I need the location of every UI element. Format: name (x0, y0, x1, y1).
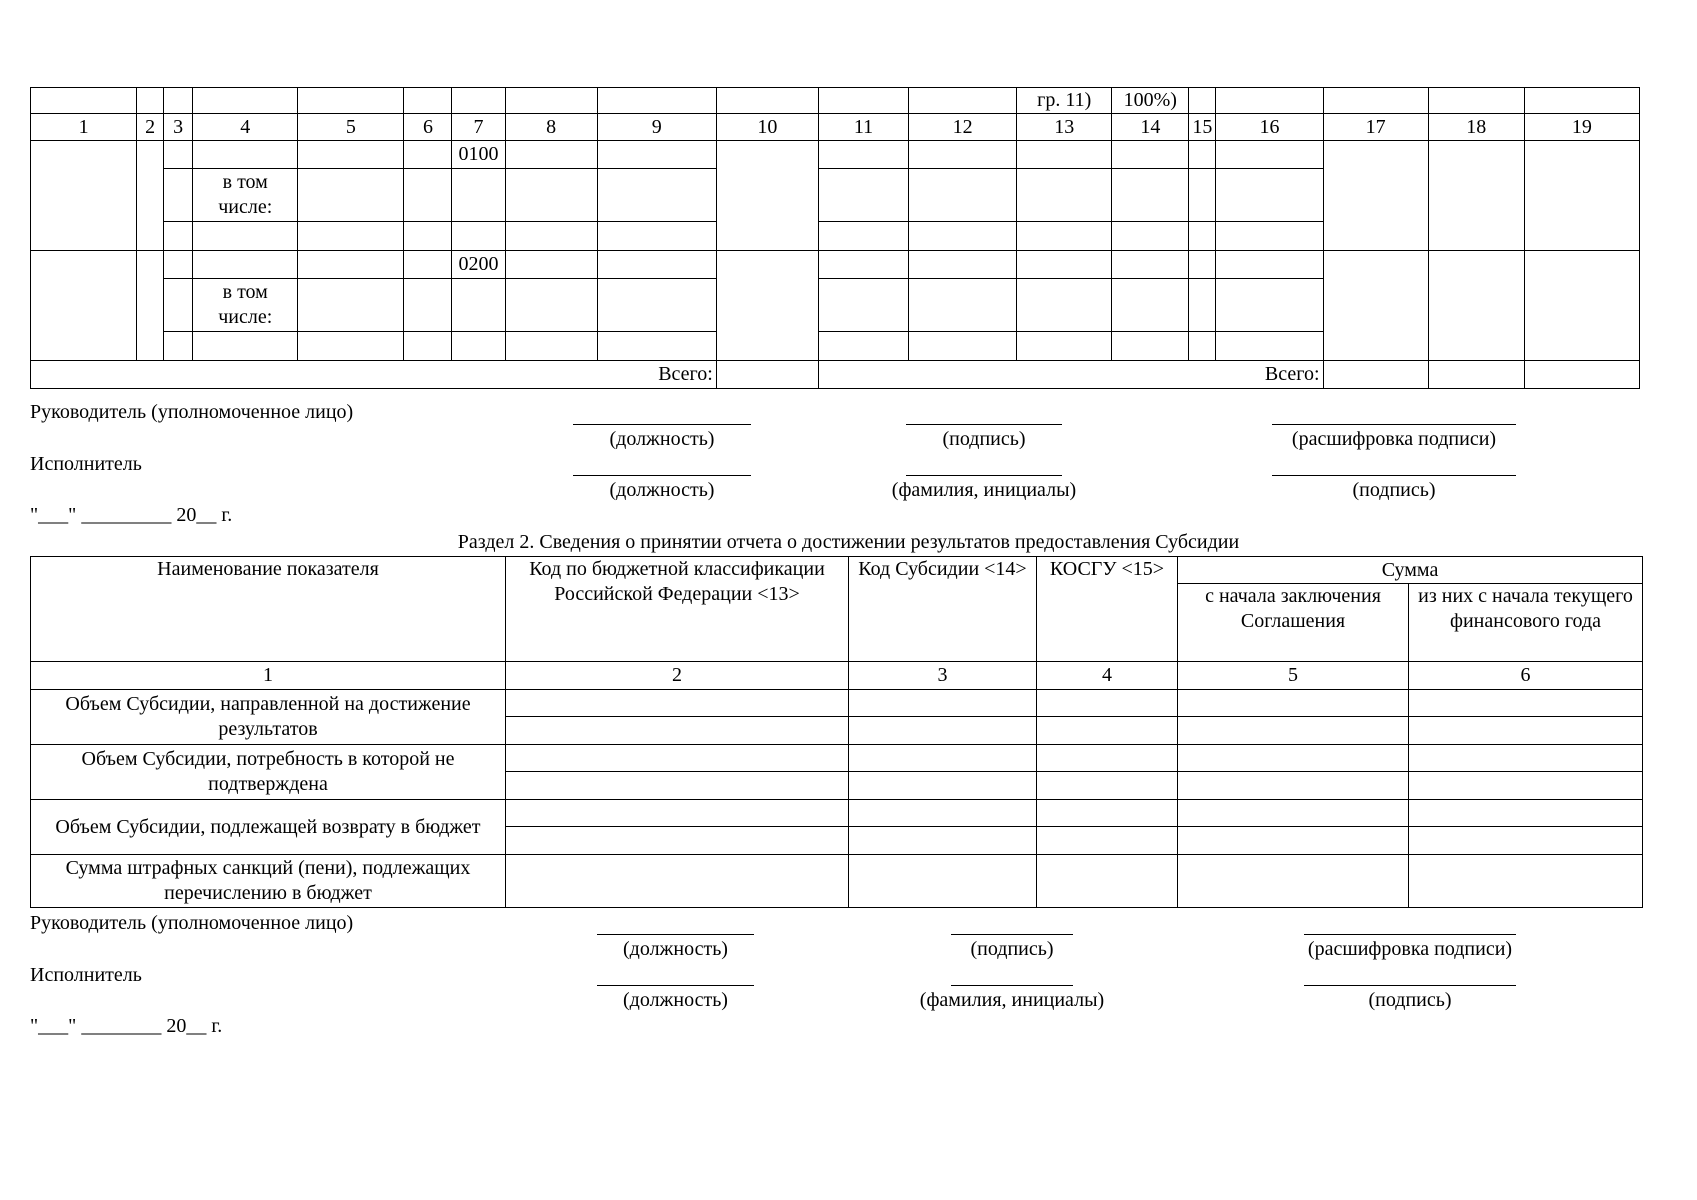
header-subsidy-code: Код Субсидии <14> (849, 557, 1037, 662)
col-number: 19 (1524, 114, 1639, 141)
table-row (31, 690, 1643, 717)
decoding-caption: (расшифровка подписи) (1307, 938, 1513, 960)
in-that-number-label: в том числе: (193, 279, 298, 332)
total-label: Всего: (31, 361, 717, 389)
name-caption: (фамилия, инициалы) (891, 479, 1077, 501)
table-row (31, 251, 1640, 279)
col-number: 17 (1323, 114, 1428, 141)
decoding-line[interactable] (1272, 424, 1516, 425)
header-kosgu: КОСГУ <15> (1037, 557, 1178, 662)
signature-line[interactable] (1304, 985, 1516, 986)
report-table-1 (30, 87, 1640, 389)
row-name: Сумма штрафных санкций (пени), подлежащих перечислению в бюджет (31, 855, 506, 908)
signature-caption: (подпись) (970, 938, 1054, 960)
name-caption: (фамилия, инициалы) (919, 989, 1105, 1011)
position-line[interactable] (597, 985, 754, 986)
table-row (31, 800, 1643, 827)
col-number: 1 (31, 662, 506, 690)
section-title: Раздел 2. Сведения о принятии отчета о достижении результатов предоставления Субсидии (457, 531, 1240, 553)
header-row (31, 557, 1643, 584)
header-fragment-row (31, 88, 1640, 114)
header-sum: Сумма (1178, 557, 1643, 584)
position-line[interactable] (573, 424, 751, 425)
col-number: 1 (31, 114, 137, 141)
date-line: "___" _________ 20__ г. (30, 504, 233, 526)
date-line: "___" ________ 20__ г. (30, 1015, 223, 1037)
col-number: 16 (1216, 114, 1323, 141)
col-number: 3 (849, 662, 1037, 690)
col-number: 5 (298, 114, 404, 141)
signature-line[interactable] (951, 934, 1073, 935)
row-name: Объем Субсидии, направленной на достижение результатов (31, 690, 506, 745)
position-caption: (должность) (623, 938, 728, 960)
col-number: 18 (1428, 114, 1524, 141)
position-caption: (должность) (609, 428, 715, 450)
header-fragment-col14: 100%) (1112, 88, 1189, 114)
col-number: 4 (193, 114, 298, 141)
column-number-row (31, 114, 1640, 141)
decoding-caption: (расшифровка подписи) (1291, 428, 1497, 450)
row-name: Объем Субсидии, подлежащей возврату в бюджет (31, 800, 506, 855)
table-row (31, 141, 1640, 169)
name-line[interactable] (951, 985, 1073, 986)
col-number: 15 (1189, 114, 1216, 141)
report-table-2 (30, 556, 1643, 908)
col-number: 7 (452, 114, 505, 141)
executor-label: Исполнитель (30, 453, 142, 475)
row-name: Объем Субсидии, потребность в которой не подтверждена (31, 745, 506, 800)
col-number: 11 (818, 114, 908, 141)
signature-caption: (подпись) (1352, 479, 1436, 501)
position-line[interactable] (597, 934, 754, 935)
head-label: Руководитель (уполномоченное лицо) (30, 912, 354, 934)
header-bk-code: Код по бюджетной классификации Российской Федерации <13> (506, 557, 849, 662)
head-label: Руководитель (уполномоченное лицо) (30, 401, 354, 423)
total-row (31, 361, 1640, 389)
column-number-row (31, 662, 1643, 690)
col-number: 2 (137, 114, 164, 141)
position-caption: (должность) (609, 479, 715, 501)
signature-line[interactable] (1272, 475, 1516, 476)
header-since-agreement: с начала заключения Соглашения (1178, 584, 1409, 662)
col-number: 6 (404, 114, 452, 141)
col-number: 8 (505, 114, 597, 141)
table-row (31, 855, 1643, 908)
col-number: 2 (506, 662, 849, 690)
signature-caption: (подпись) (1368, 989, 1452, 1011)
in-that-number-label: в том числе: (193, 169, 298, 222)
signature-line[interactable] (906, 424, 1062, 425)
header-fragment-col13: гр. 11) (1017, 88, 1112, 114)
col-number: 9 (597, 114, 716, 141)
col-number: 3 (164, 114, 193, 141)
signature-caption: (подпись) (942, 428, 1026, 450)
table-row (31, 745, 1643, 772)
executor-label: Исполнитель (30, 964, 142, 986)
col-number: 10 (716, 114, 818, 141)
header-name: Наименование показателя (31, 557, 506, 662)
header-since-year: из них с начала текущего финансового года (1409, 584, 1643, 662)
col-number: 12 (909, 114, 1017, 141)
name-line[interactable] (906, 475, 1062, 476)
row-code: 0100 (452, 141, 505, 169)
col-number: 4 (1037, 662, 1178, 690)
position-caption: (должность) (623, 989, 728, 1011)
total-label: Всего: (818, 361, 1323, 389)
col-number: 5 (1178, 662, 1409, 690)
col-number: 13 (1017, 114, 1112, 141)
col-number: 6 (1409, 662, 1643, 690)
decoding-line[interactable] (1304, 934, 1516, 935)
col-number: 14 (1112, 114, 1189, 141)
row-code: 0200 (452, 251, 505, 279)
position-line[interactable] (573, 475, 751, 476)
